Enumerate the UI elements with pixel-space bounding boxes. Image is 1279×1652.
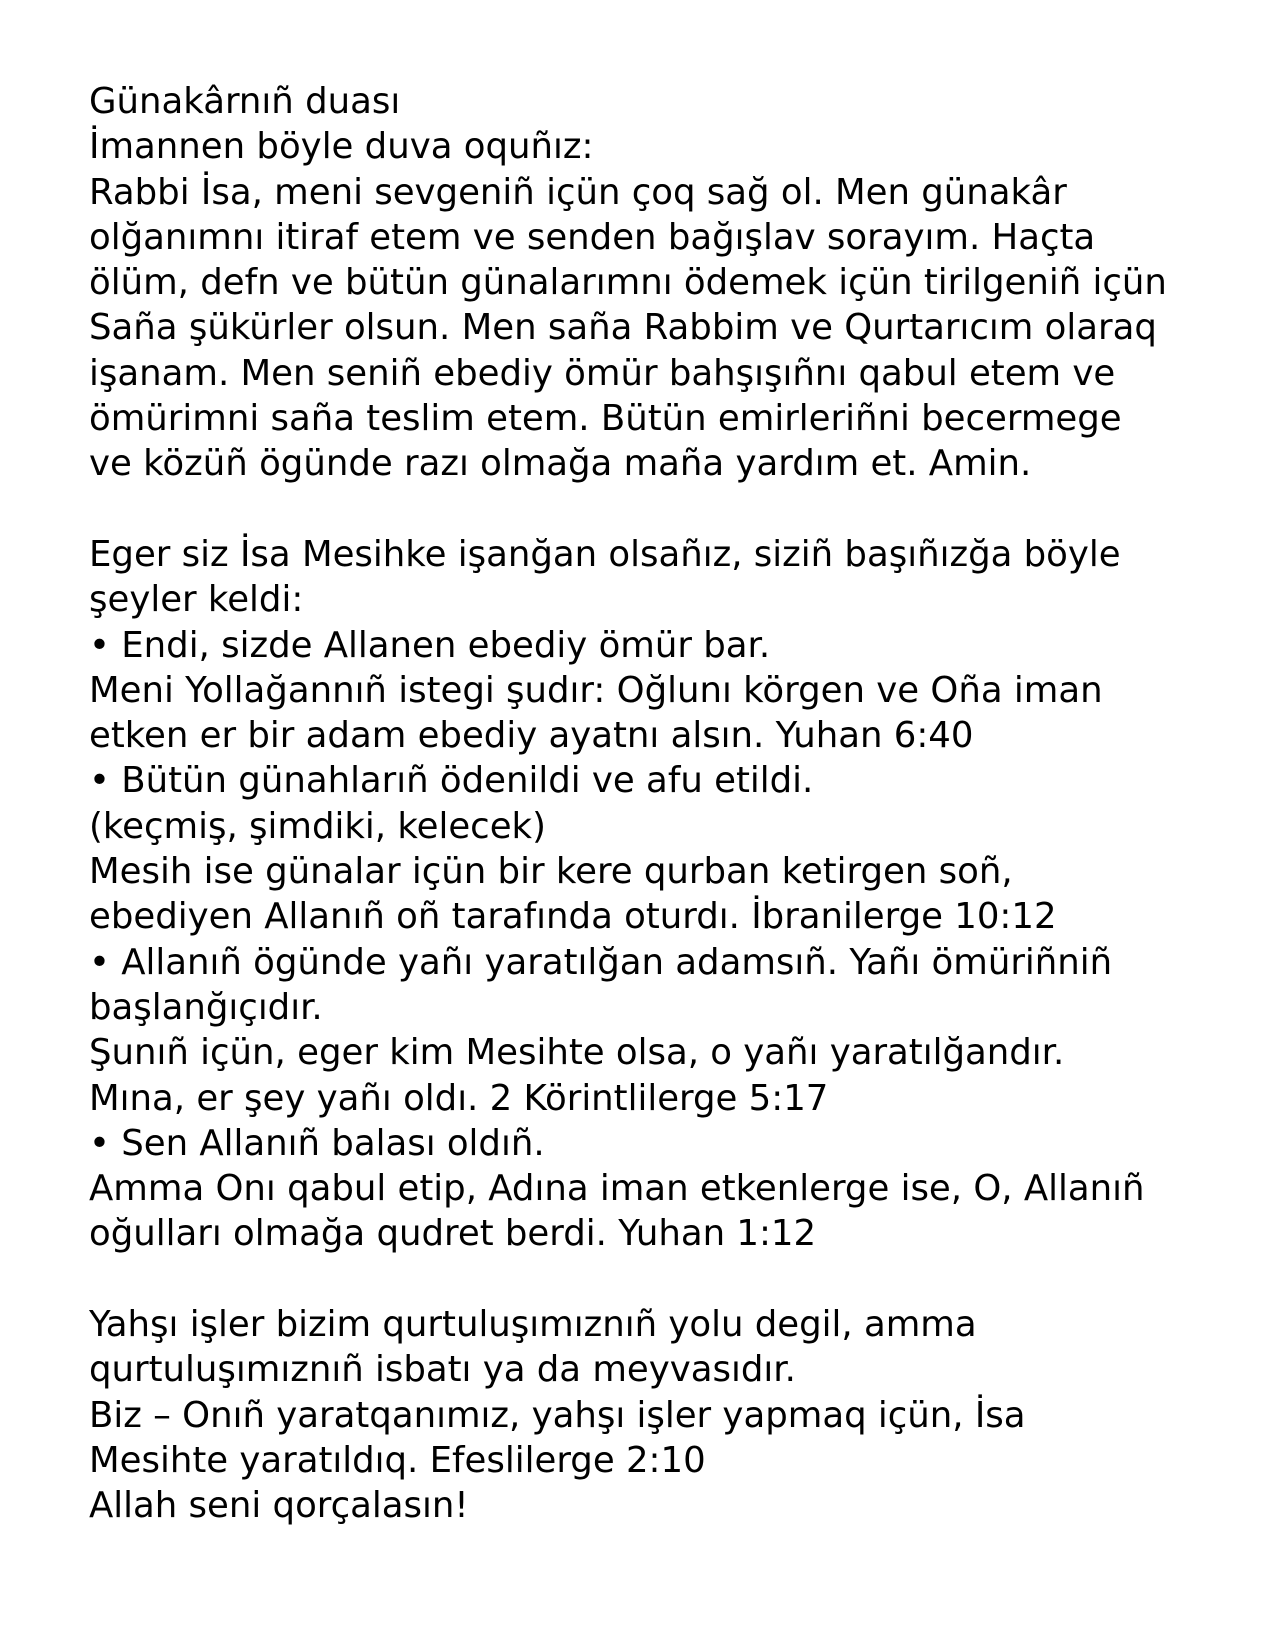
- text-line: ölüm, defn ve bütün günalarımnı ödemek içün tirilgeniñ içün: [89, 262, 1167, 304]
- text-line: Rabbi İsa, meni sevgeniñ içün çoq sağ ol. Men günakâr: [89, 171, 1067, 213]
- bullet-item: • Endi, sizde Allanen ebediy ömür bar.: [89, 624, 771, 666]
- bullet-item: • Allanıñ ögünde yañı yaratılğan adamsıñ. Yañı ömüriñniñ: [89, 941, 1113, 983]
- paragraph-gap: [89, 1257, 1249, 1302]
- verse-line: Mına, er şey yañı oldı. 2 Körintlilerge 5:17: [89, 1077, 829, 1119]
- text-line: Yahşı işler bizim qurtuluşımıznıñ yolu degil, amma: [89, 1304, 977, 1346]
- text-line: şeyler keldi:: [89, 579, 304, 621]
- prayer-paragraph: [89, 170, 1249, 487]
- text-line: qurtuluşımıznıñ isbatı ya da meyvasıdır.: [89, 1349, 796, 1391]
- text-line: Eger siz İsa Mesihke işanğan olsañız, siziñ başıñızğa böyle: [89, 533, 1121, 575]
- text-line: Saña şükürler olsun. Men saña Rabbim ve Qurtarıcım olaraq: [89, 307, 1157, 349]
- text-line: başlanğıçıdır.: [89, 986, 323, 1028]
- document-title: Günakârnıñ duası: [89, 81, 401, 122]
- text-line: (keçmiş, şimdiki, kelecek): [89, 805, 546, 847]
- blessings-section: [89, 532, 1249, 1257]
- text-line: ömürimni saña teslim etem. Bütün emirleriñni becermege: [89, 398, 1122, 440]
- verse-line: Biz – Onıñ yaratqanımız, yahşı işler yapmaq içün, İsa: [89, 1394, 1026, 1436]
- bullet-item: • Bütün günahlarıñ ödenildi ve afu etildi.: [89, 760, 814, 802]
- verse-line: Mesihte yaratıldıq. Efeslilerge 2:10: [89, 1439, 706, 1481]
- verse-line: Şunıñ içün, eger kim Mesihte olsa, o yañı yaratılğandır.: [89, 1032, 1065, 1074]
- closing-blessing: Allah seni qorçalasın!: [89, 1485, 469, 1527]
- paragraph-gap: [89, 487, 1249, 532]
- prayer-intro: İmannen böyle duva oquñız:: [89, 126, 594, 168]
- verse-line: Mesih ise günalar içün bir kere qurban ketirgen soñ,: [89, 851, 1013, 893]
- verse-line: etken er bir adam ebediy ayatnı alsın. Yuhan 6:40: [89, 715, 974, 757]
- verse-line: ebediyen Allanıñ oñ tarafında oturdı. İbranilerge 10:12: [89, 896, 1057, 938]
- good-works-section: [89, 1302, 1249, 1528]
- bullet-item: • Sen Allanıñ balası oldıñ.: [89, 1122, 545, 1164]
- verse-line: Amma Onı qabul etip, Adına iman etkenlerge ise, O, Allanıñ: [89, 1168, 1145, 1210]
- text-line: işanam. Men seniñ ebediy ömür bahşışıñnı qabul etem ve: [89, 352, 1116, 394]
- document-page: [89, 79, 1249, 1529]
- text-line: olğanımnı itiraf etem ve senden bağışlav sorayım. Haçta: [89, 216, 1096, 258]
- verse-line: Meni Yollağannıñ istegi şudır: Oğlunı körgen ve Oña iman: [89, 669, 1103, 711]
- text-line: ve közüñ ögünde razı olmağa maña yardım et. Amin.: [89, 443, 1032, 485]
- verse-line: oğulları olmağa qudret berdi. Yuhan 1:12: [89, 1213, 817, 1255]
